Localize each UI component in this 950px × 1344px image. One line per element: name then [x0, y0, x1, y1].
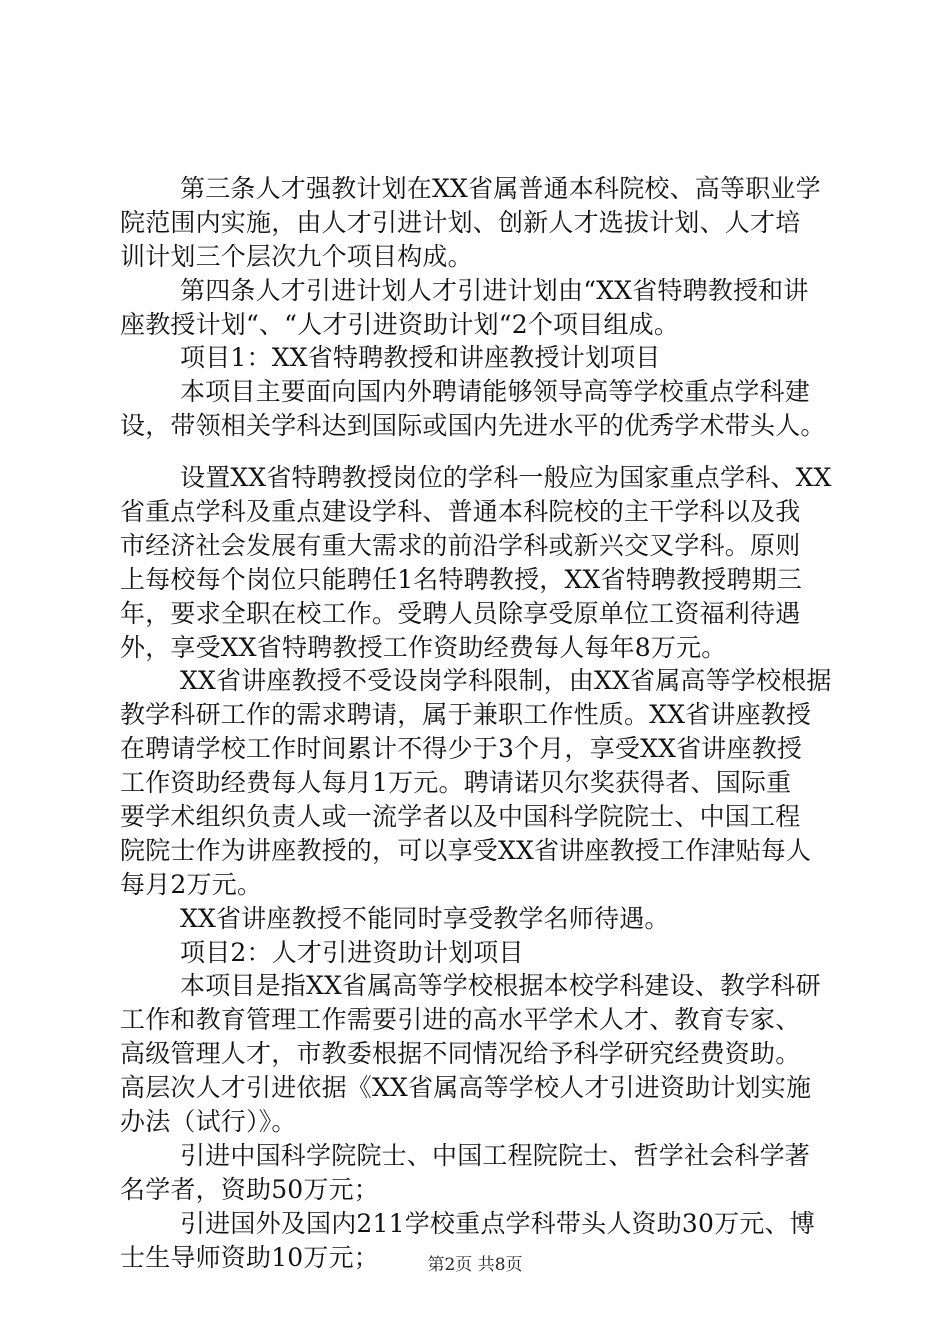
- paragraph-line: 院院士作为讲座教授的，可以享受XX省讲座教授工作津贴每人: [120, 835, 812, 865]
- document-body: [120, 172, 840, 1275]
- paragraph-line: 外，享受XX省特聘教授工作资助经费每人每年8万元。: [120, 632, 727, 662]
- paragraph-line: 训计划三个层次九个项目构成。: [120, 241, 473, 271]
- paragraph-line: 每月2万元。: [120, 869, 263, 899]
- paragraph-line: 上每校每个岗位只能聘任1名特聘教授，XX省特聘教授聘期三: [120, 564, 803, 594]
- paragraph-line: 高级管理人才，市教委根据不同情况给予科学研究经费资助。: [120, 1039, 801, 1069]
- section-heading: 项目2：人才引进资助计划项目: [180, 937, 524, 967]
- paragraph-line: 第三条人才强教计划在XX省属普通本科院校、高等职业学: [180, 174, 821, 203]
- paragraph-line: 省重点学科及重点建设学科、普通本科院校的主干学科以及我: [120, 497, 801, 527]
- paragraph-line: 设，带领相关学科达到国际或国内先进水平的优秀学术带头人。: [120, 411, 826, 441]
- paragraph-line: XX省讲座教授不受设岗学科限制，由XX省属高等学校根据: [180, 666, 832, 696]
- paragraph-line: 设置XX省特聘教授岗位的学科一般应为国家重点学科、XX: [180, 463, 832, 493]
- paragraph-line: 本项目是指XX省属高等学校根据本校学科建设、教学科研: [180, 971, 821, 1001]
- paragraph-line: 市经济社会发展有重大需求的前沿学科或新兴交叉学科。原则: [120, 530, 801, 560]
- paragraph-gap: [120, 443, 840, 461]
- paragraph-line: 院范围内实施，由人才引进计划、创新人才选拔计划、人才培: [120, 207, 801, 237]
- paragraph-line: 教学科研工作的需求聘请，属于兼职工作性质。XX省讲座教授: [120, 700, 812, 730]
- paragraph-line: 要学术组织负责人或一流学者以及中国科学院院士、中国工程: [120, 802, 801, 832]
- paragraph-line: 工作资助经费每人每月1万元。聘请诺贝尔奖获得者、国际重: [120, 768, 792, 798]
- section-heading: 项目1：XX省特聘教授和讲座教授计划项目: [180, 343, 661, 373]
- paragraph-line: 在聘请学校工作时间累计不得少于3个月，享受XX省讲座教授: [120, 734, 803, 764]
- paragraph-line: 座教授计划“、“人才引进资助计划“2个项目组成。: [120, 309, 680, 339]
- paragraph-line: 士生导师资助10万元；: [120, 1242, 380, 1272]
- paragraph-line: 第四条人才引进计划人才引进计划由“XX省特聘教授和讲: [180, 275, 809, 305]
- paragraph-line: 名学者，资助50万元；: [120, 1174, 380, 1204]
- paragraph-line: 高层次人才引进依据《XX省属高等学校人才引进资助计划实施: [120, 1073, 812, 1103]
- paragraph-line: 工作和教育管理工作需要引进的高水平学术人才、教育专家、: [120, 1005, 801, 1035]
- paragraph-line: 引进国外及国内211学校重点学科带头人资助30万元、博: [180, 1208, 815, 1238]
- paragraph-line: 本项目主要面向国内外聘请能够领导高等学校重点学科建: [180, 377, 811, 407]
- paragraph-line: 年，要求全职在校工作。受聘人员除享受原单位工资福利待遇: [120, 598, 801, 628]
- page-number-footer: 第2页 共8页: [427, 1255, 523, 1275]
- paragraph-line: 引进中国科学院院士、中国工程院院士、哲学社会科学著: [180, 1140, 811, 1170]
- paragraph-line: XX省讲座教授不能同时享受教学名师待遇。: [180, 903, 670, 933]
- paragraph-line: 办法（试行）》。: [120, 1107, 297, 1137]
